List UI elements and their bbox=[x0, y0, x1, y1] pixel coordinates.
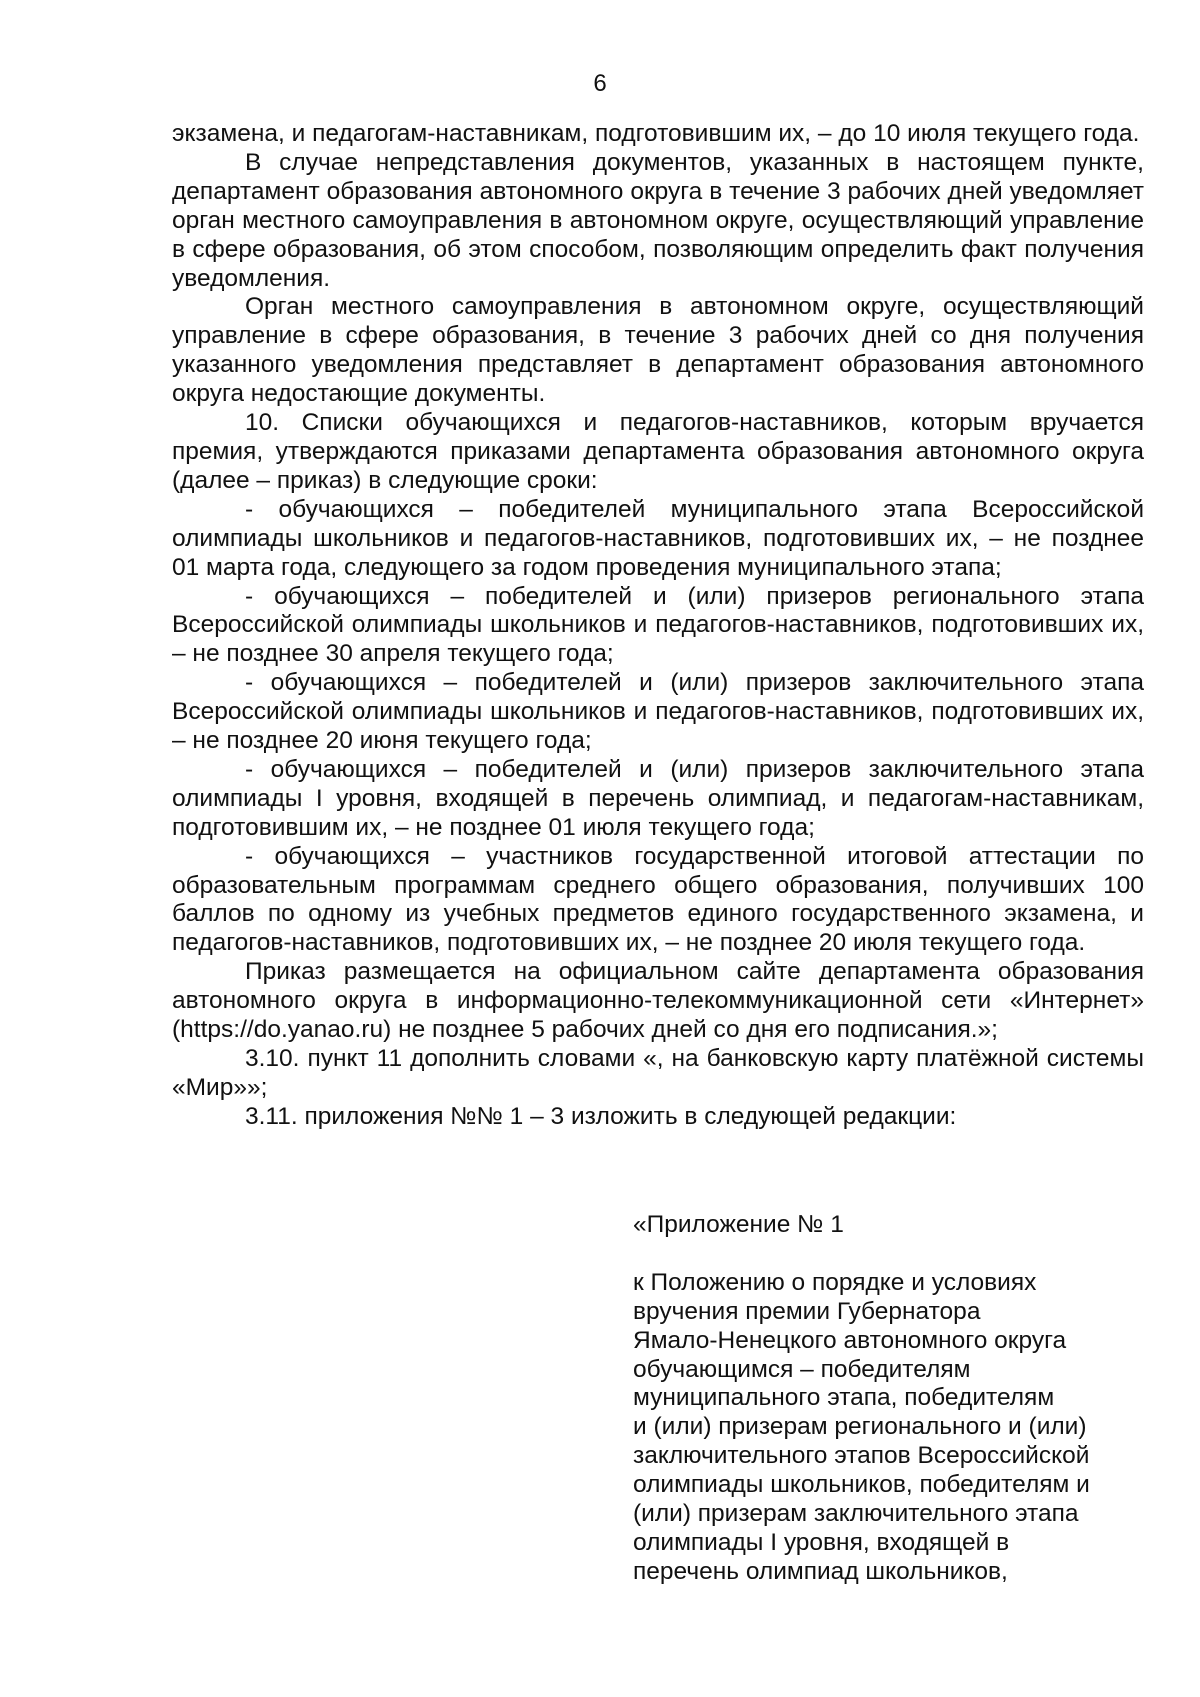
appendix-line-6: и (или) призерам регионального и (или) bbox=[633, 1413, 1087, 1441]
appendix-line-4: обучающимся – победителям bbox=[633, 1355, 971, 1383]
paragraph-9: - обучающихся – участников государственной итоговой аттестации по образовательным программам среднего общего образования, получивших 100 баллов по одному из учебных предметов единого государственного экзамена, и педагогов-наставников, подготовивших их, – не позднее 20 июля текущего года. bbox=[172, 842, 1144, 957]
paragraph-8: - обучающихся – победителей и (или) призеров заключительного этапа олимпиады I уровня, входящей в перечень олимпиад, и педагогам-наставникам, подготовившим их, – не позднее 01 июля текущего года; bbox=[172, 755, 1144, 841]
appendix-line-8: олимпиады школьников, победителям и bbox=[633, 1471, 1090, 1499]
paragraph-2: В случае непредставления документов, указанных в настоящем пункте, департамент образования автономного округа в течение 3 рабочих дней уведомляет орган местного самоуправления в автономном округе, осуществляющий управление в сфере образования, об этом способом, позволяющим определить факт получения уведомления. bbox=[172, 148, 1144, 292]
appendix-title: «Приложение № 1 bbox=[633, 1211, 844, 1238]
appendix-line-3: Ямало-Ненецкого автономного округа bbox=[633, 1326, 1067, 1354]
paragraph-12: 3.11. приложения №№ 1 – 3 изложить в следующей редакции: bbox=[245, 1102, 957, 1130]
appendix-header bbox=[633, 1211, 1153, 1587]
paragraph-1: экзамена, и педагогам-наставникам, подготовившим их, – до 10 июля текущего года. bbox=[172, 120, 1140, 147]
paragraph-7: - обучающихся – победителей и (или) призеров заключительного этапа Всероссийской олимпиады школьников и педагогов-наставников, подготовивших их, – не позднее 20 июня текущего года; bbox=[172, 669, 1144, 755]
paragraph-11: 3.10. пункт 11 дополнить словами «, на банковскую карту платёжной системы «Мир»»; bbox=[172, 1045, 1144, 1101]
appendix-line-5: муниципального этапа, победителям bbox=[633, 1384, 1055, 1412]
paragraph-4: 10. Списки обучающихся и педагогов-наставников, которым вручается премия, утверждаются приказами департамента образования автономного округа (далее – приказ) в следующие сроки: bbox=[172, 409, 1144, 494]
paragraph-5: - обучающихся – победителей муниципального этапа Всероссийской олимпиады школьников и педагогов-наставников, подготовивших их, – не позднее 01 марта года, следующего за годом проведения муниципального этапа; bbox=[172, 495, 1144, 581]
appendix-line-1: к Положению о порядке и условиях bbox=[633, 1268, 1037, 1296]
paragraph-3: Орган местного самоуправления в автономном округе, осуществляющий управление в сфере образования, в течение 3 рабочих дней со дня получения указанного уведомления представляет в департамент образования автономного округа недостающие документы. bbox=[172, 293, 1144, 408]
appendix-line-7: заключительного этапов Всероссийской bbox=[633, 1442, 1090, 1470]
body-text bbox=[172, 120, 1144, 1132]
paragraph-6: - обучающихся – победителей и (или) призеров регионального этапа Всероссийской олимпиады школьников и педагогов-наставников, подготовивших их, – не позднее 30 апреля текущего года; bbox=[172, 582, 1144, 668]
paragraph-10: Приказ размещается на официальном сайте департамента образования автономного округа в информационно-телекоммуникационной сети «Интернет» (https://do.yanao.ru) не позднее 5 рабочих дней со дня его подписания.»; bbox=[172, 958, 1144, 1044]
appendix-line-9: (или) призерам заключительного этапа bbox=[633, 1500, 1079, 1528]
appendix-line-11: перечень олимпиад школьников, bbox=[633, 1557, 1008, 1585]
appendix-line-2: вручения премии Губернатора bbox=[633, 1297, 981, 1325]
appendix-line-10: олимпиады I уровня, входящей в bbox=[633, 1528, 1010, 1556]
page-number: 6 bbox=[593, 70, 607, 97]
